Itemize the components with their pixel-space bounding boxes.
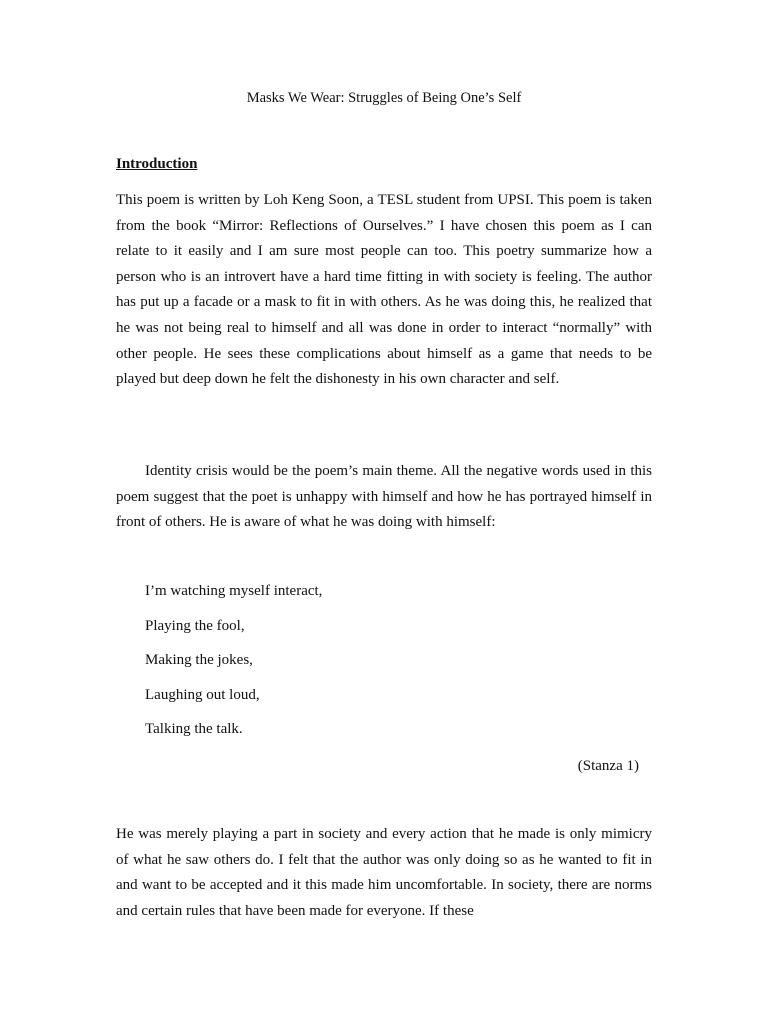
poem-excerpt: [145, 580, 322, 753]
poem-line: Making the jokes,: [145, 652, 253, 668]
section-heading: Introduction: [116, 156, 198, 172]
document-title: Masks We Wear: Struggles of Being One’s Self: [246, 90, 522, 106]
paragraph-1: This poem is written by Loh Keng Soon, a TESL student from UPSI. This poem is taken from the book “Mirror: Reflections of Ourselves.” I have chosen this poem as I can relate to it easily and I am sure most people can too. This poetry summarize how a person who is an introvert have a hard time fitting in with society is feeling. The author has put up a facade or a mask to fit in with others. As he was doing this, he realized that he was not being real to himself and all was done in order to interact “normally” with other people. He sees these complications about himself as a game that needs to be played but deep down he felt the dishonesty in his own character and self.: [116, 192, 652, 388]
stanza-reference: (Stanza 1): [577, 758, 639, 774]
poem-line: Laughing out loud,: [145, 686, 260, 703]
paragraph-2: Identity crisis would be the poem’s main theme. All the negative words used in this poem suggest that the poet is unhappy with himself and how he has portrayed himself in front of others. He is aware of what he was doing with himself:: [116, 463, 652, 531]
poem-line: I’m watching myself interact,: [145, 583, 323, 599]
paragraph-3: He was merely playing a part in society and every action that he made is only mimicry of what he saw others do. I felt that the author was only doing so as he wanted to fit in and want to be accepted and it this made him uncomfortable. In society, there are norms and certain rules that have been made for everyone. If these: [116, 826, 652, 919]
poem-line: Playing the fool,: [145, 617, 245, 634]
poem-line: Talking the talk.: [145, 721, 243, 737]
